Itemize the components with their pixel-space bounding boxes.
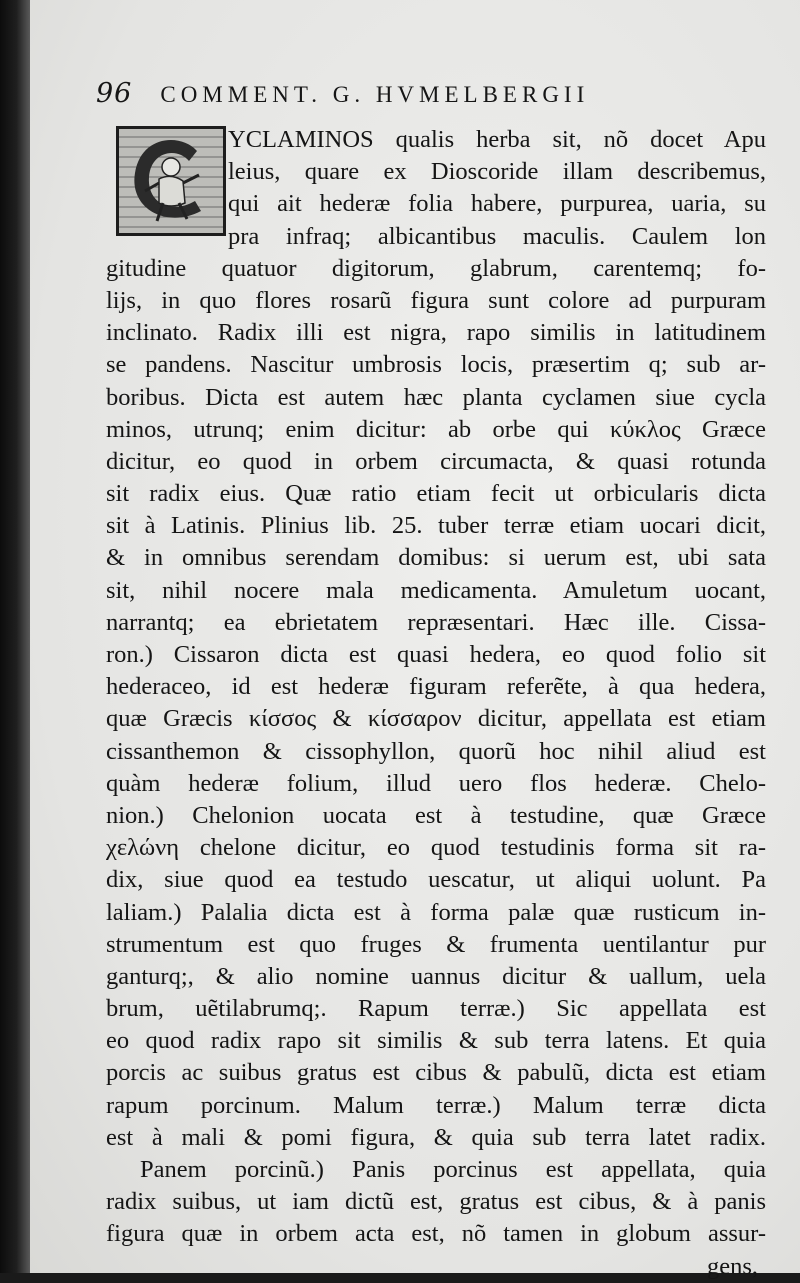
text-line: YCLAMINOS qualis herba sit, nõ docet Apu xyxy=(228,126,766,153)
text-line: qui ait hederæ folia habere, purpurea, uaria, su xyxy=(228,190,766,218)
text-line: minos, utrunq; enim dicitur: ab orbe qui κύκλος Græce xyxy=(106,415,766,443)
text-line: hederaceo, id est hederæ figuram referẽte, à qua hedera, xyxy=(106,673,766,701)
text-line: pra infraq; albicantibus maculis. Caulem lon xyxy=(228,222,766,250)
text-line: & in omnibus serendam domibus: si uerum est, ubi sata xyxy=(106,544,766,572)
text-line: eo quod radix rapo sit similis & sub terra latens. Et quia xyxy=(106,1027,766,1055)
text-line: rapum porcinum. Malum terræ.) Malum terræ dicta xyxy=(106,1091,766,1119)
text-line: cissanthemon & cissophyllon, quorũ hoc nihil aliud est xyxy=(106,737,766,765)
text-line: figura quæ in orbem acta est, nõ tamen in globum assur- xyxy=(106,1220,766,1248)
text-line: inclinato. Radix illi est nigra, rapo similis in latitudinem xyxy=(106,319,766,347)
binding-shadow xyxy=(0,0,30,1273)
text-line: Panem porcinũ.) Panis porcinus est appellata, quia xyxy=(140,1156,766,1183)
catchword: gens, xyxy=(706,1252,758,1280)
text-line: ganturq;, & alio nomine uannus dicitur & uallum, uela xyxy=(106,962,766,990)
text-line: leius, quare ex Dioscoride illam describemus, xyxy=(228,158,766,186)
running-head xyxy=(96,78,716,118)
text-line: dix, siue quod ea testudo uescatur, ut aliqui uolunt. Pa xyxy=(106,866,766,894)
text-line: quæ Græcis κίσσος & κίσσαρον dicitur, appellata est etiam xyxy=(106,705,766,733)
running-head-title: COMMENT. G. HVMELBERGII xyxy=(160,82,590,107)
text-line: boribus. Dicta est autem hæc planta cyclamen siue cycla xyxy=(106,383,766,411)
text-line: radix suibus, ut iam dictũ est, gratus est cibus, & à panis xyxy=(106,1188,766,1216)
text-line: nion.) Chelonion uocata est à testudine, quæ Græce xyxy=(106,801,766,829)
text-line: χελώνη chelone dicitur, eo quod testudinis forma sit ra- xyxy=(106,834,766,862)
text-line: ron.) Cissaron dicta est quasi hedera, eo quod folio sit xyxy=(106,641,766,668)
text-line: porcis ac suibus gratus est cibus & pabulũ, dicta est etiam xyxy=(106,1059,766,1087)
text-line: narrantq; ea ebrietatem repræsentari. Hæc ille. Cissa- xyxy=(106,608,766,636)
text-line: se pandens. Nascitur umbrosis locis, præsertim q; sub ar- xyxy=(106,351,766,379)
text-line: sit radix eius. Quæ ratio etiam fecit ut orbicularis dicta xyxy=(106,480,766,508)
text-line: sit à Latinis. Plinius lib. 25. tuber terræ etiam uocari dicit, xyxy=(106,512,766,540)
body-text xyxy=(106,124,766,1283)
text-line: lijs, in quo flores rosarũ figura sunt colore ad purpuram xyxy=(106,286,766,314)
text-line: brum, uẽtilabrumq;. Rapum terræ.) Sic appellata est xyxy=(106,995,766,1023)
text-line: sit, nihil nocere mala medicamenta. Amuletum uocant, xyxy=(106,576,766,604)
text-line: dicitur, eo quod in orbem circumacta, & quasi rotunda xyxy=(106,447,766,475)
text-line: quàm hederæ folium, illud uero flos hederæ. Chelo- xyxy=(106,769,766,797)
page-number: 96 xyxy=(96,78,133,109)
text-line: laliam.) Palalia dicta est à forma palæ quæ rusticum in- xyxy=(106,898,766,926)
text-line: gitudine quatuor digitorum, glabrum, carentemq; fo- xyxy=(106,254,766,282)
text-line: est à mali & pomi figura, & quia sub terra latet radix. xyxy=(106,1123,766,1151)
text-line: strumentum est quo fruges & frumenta uentilantur pur xyxy=(106,930,766,958)
